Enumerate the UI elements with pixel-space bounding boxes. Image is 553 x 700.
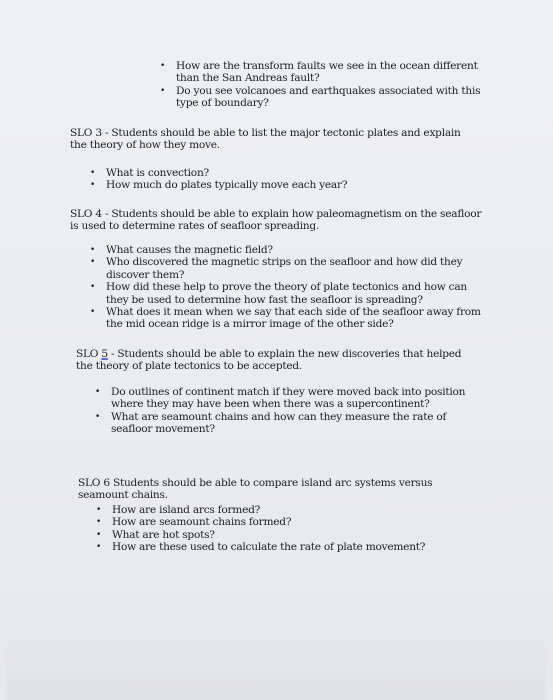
slo4-question-list (88, 244, 483, 331)
list-item-text: Who discovered the magnetic strips on the seafloor and how did they discover them? (106, 256, 463, 281)
list-item (94, 529, 474, 541)
list-item-text: How are island arcs formed? (112, 504, 261, 516)
slo4-section (70, 208, 490, 233)
list-item-text: What does it mean when we say that each side of the seafloor away from the mid ocean ridge is a mirror image of the other side? (106, 306, 481, 331)
bullet-icon: • (95, 411, 101, 422)
bullet-icon: • (96, 529, 102, 540)
list-item (88, 281, 483, 306)
top-question-list (158, 60, 503, 110)
list-item-text: What is convection? (106, 167, 209, 179)
slo6-question-list (94, 504, 474, 554)
list-item-text: Do outlines of continent match if they were moved back into position where they may have been when there was a supercontinent? (111, 386, 466, 411)
slo4-heading: SLO 4 - Students should be able to explain how paleomagnetism on the seafloor is used to determine rates of seafloor spreading. (70, 208, 482, 233)
list-item (93, 411, 488, 436)
list-item-text: What are seamount chains and how can they measure the rate of seafloor movement? (111, 410, 447, 436)
bullet-icon: • (90, 168, 96, 178)
slo3-question-list (88, 167, 468, 192)
list-item (94, 504, 474, 516)
bullet-icon: • (160, 61, 166, 71)
slo5-question-list (93, 386, 488, 436)
list-item-text: Do you see volcanoes and earthquakes associated with this type of boundary? (176, 84, 481, 110)
list-item (158, 85, 503, 110)
list-item (158, 60, 503, 85)
list-item-text: How are these used to calculate the rate of plate movement? (112, 541, 426, 554)
slo5-heading-rest: - Students should be able to explain the new discoveries that helped the theory of plate tectonics to be accepted. (76, 348, 462, 373)
list-item-text: How did these help to prove the theory of plate tectonics and how can they be used to determine how fast the seafloor is spreading? (106, 281, 467, 306)
list-item (93, 386, 488, 411)
list-item (88, 167, 468, 179)
list-item (88, 306, 483, 331)
slo3-section (70, 127, 480, 152)
list-item (88, 256, 483, 281)
slo5-heading (76, 348, 476, 373)
bullet-icon: • (90, 180, 96, 191)
slo6-section (78, 477, 483, 502)
bullet-icon: • (96, 542, 102, 553)
slo5-prefix: SLO (76, 348, 102, 360)
list-item (88, 244, 483, 256)
list-item-text: What causes the magnetic field? (106, 244, 273, 256)
list-item (88, 179, 468, 191)
slo3-heading: SLO 3 - Students should be able to list the major tectonic plates and explain the theory of how they move. (70, 127, 461, 152)
list-item-text: How are seamount chains formed? (112, 516, 292, 529)
list-item-text: What are hot spots? (112, 528, 215, 541)
list-item (94, 516, 474, 528)
slo5-number: 5 (101, 348, 108, 360)
list-item-text: How are the transform faults we see in the ocean different than the San Andreas fault? (176, 60, 478, 85)
bullet-icon: • (96, 517, 102, 528)
bullet-icon: • (90, 257, 96, 268)
bullet-icon: • (90, 307, 96, 318)
bullet-icon: • (96, 505, 102, 515)
list-item-text: How much do plates typically move each year? (106, 179, 348, 192)
bullet-icon: • (95, 387, 101, 397)
list-item (94, 541, 474, 553)
bullet-icon: • (160, 85, 166, 96)
bullet-icon: • (90, 282, 96, 293)
page-shading (6, 632, 546, 700)
bullet-icon: • (90, 245, 96, 255)
slo6-heading: SLO 6 Students should be able to compare island arc systems versus seamount chains. (78, 477, 433, 502)
slo5-section (76, 348, 476, 373)
